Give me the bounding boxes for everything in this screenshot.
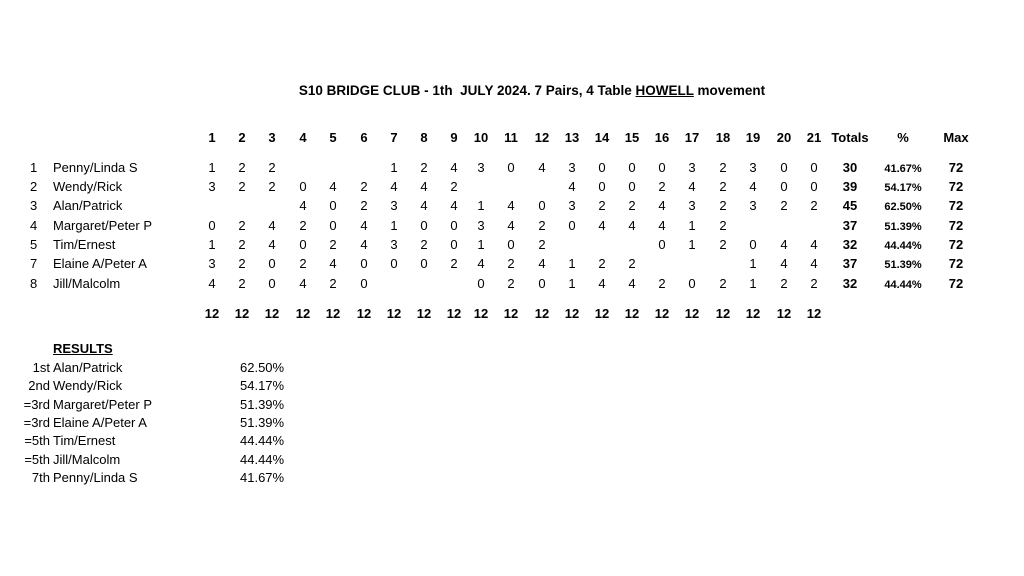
board-score: 0	[598, 160, 606, 175]
pair-total: 37	[842, 218, 858, 233]
board-score: 2	[360, 179, 368, 194]
board-score: 4	[450, 160, 458, 175]
board-score: 1	[688, 218, 696, 233]
board-score: 0	[420, 256, 428, 271]
board-score: 0	[420, 218, 428, 233]
percent-header: %	[897, 130, 909, 145]
result-place: =3rd	[23, 415, 50, 430]
board-header: 18	[715, 130, 731, 145]
board-score: 0	[810, 160, 818, 175]
pair-number: 2	[30, 179, 38, 194]
board-top: 12	[473, 306, 489, 321]
pair-total: 39	[842, 179, 858, 194]
board-score: 0	[628, 160, 636, 175]
board-score: 2	[780, 276, 788, 291]
pair-number: 8	[30, 276, 38, 291]
board-header: 17	[684, 130, 700, 145]
board-score: 1	[390, 160, 398, 175]
pair-name: Margaret/Peter P	[53, 218, 152, 233]
board-score: 2	[719, 198, 727, 213]
pair-name: Jill/Malcolm	[53, 276, 121, 291]
board-score: 0	[688, 276, 696, 291]
board-score: 2	[420, 160, 428, 175]
board-score: 4	[507, 218, 515, 233]
board-score: 2	[450, 256, 458, 271]
pair-name: Penny/Linda S	[53, 160, 138, 175]
pair-percent: 41.67%	[884, 163, 922, 175]
board-top: 12	[446, 306, 462, 321]
board-score: 4	[390, 179, 398, 194]
board-header: 19	[745, 130, 761, 145]
board-score: 4	[780, 256, 788, 271]
board-score: 0	[329, 198, 337, 213]
board-score: 3	[568, 160, 576, 175]
result-name: Penny/Linda S	[53, 470, 138, 485]
board-header: 7	[390, 130, 398, 145]
board-score: 2	[360, 198, 368, 213]
board-score: 3	[688, 198, 696, 213]
board-score: 0	[360, 276, 368, 291]
pair-number: 3	[30, 198, 38, 213]
board-top: 12	[204, 306, 220, 321]
pair-max: 72	[948, 198, 964, 213]
board-score: 2	[810, 198, 818, 213]
board-score: 2	[299, 256, 307, 271]
board-score: 0	[450, 237, 458, 252]
board-header: 6	[360, 130, 368, 145]
board-score: 0	[390, 256, 398, 271]
board-score: 2	[238, 256, 246, 271]
board-score: 2	[329, 276, 337, 291]
board-top: 12	[776, 306, 792, 321]
pair-total: 45	[842, 198, 858, 213]
pair-percent: 51.39%	[884, 221, 922, 233]
board-score: 2	[598, 198, 606, 213]
board-score: 0	[749, 237, 757, 252]
board-header: 8	[420, 130, 428, 145]
board-score: 0	[538, 198, 546, 213]
board-top: 12	[416, 306, 432, 321]
board-score: 4	[568, 179, 576, 194]
result-place: =5th	[24, 452, 50, 467]
board-score: 4	[598, 218, 606, 233]
board-score: 2	[719, 218, 727, 233]
board-score: 2	[719, 179, 727, 194]
result-place: 1st	[32, 360, 50, 375]
board-score: 2	[238, 160, 246, 175]
board-top: 12	[684, 306, 700, 321]
board-score: 0	[598, 179, 606, 194]
pair-percent: 44.44%	[884, 279, 922, 291]
pair-total: 30	[842, 160, 858, 175]
board-score: 2	[719, 276, 727, 291]
board-score: 3	[477, 218, 485, 233]
totals-header: Totals	[831, 130, 869, 145]
board-score: 4	[420, 198, 428, 213]
board-score: 1	[477, 198, 485, 213]
title-text: S10 BRIDGE CLUB - 1th JULY 2024. 7 Pairs, 4 Table	[298, 83, 636, 98]
pair-total: 32	[842, 276, 858, 291]
pair-number: 1	[30, 160, 38, 175]
board-score: 2	[658, 276, 666, 291]
board-score: 0	[507, 160, 515, 175]
board-top: 12	[234, 306, 250, 321]
board-score: 2	[507, 276, 515, 291]
result-name: Tim/Ernest	[53, 433, 116, 448]
board-score: 4	[360, 237, 368, 252]
board-score: 0	[810, 179, 818, 194]
pair-percent: 44.44%	[884, 240, 922, 252]
board-top: 12	[264, 306, 280, 321]
board-header: 21	[806, 130, 822, 145]
result-name: Alan/Patrick	[53, 360, 123, 375]
pair-max: 72	[948, 276, 964, 291]
board-score: 2	[507, 256, 515, 271]
board-score: 0	[780, 179, 788, 194]
board-score: 0	[360, 256, 368, 271]
board-score: 2	[268, 160, 276, 175]
board-top: 12	[503, 306, 519, 321]
board-score: 4	[628, 218, 636, 233]
page-title	[0, 83, 1024, 98]
board-score: 2	[299, 218, 307, 233]
result-percent: 44.44%	[240, 452, 285, 467]
result-place: 2nd	[28, 378, 50, 393]
board-score: 4	[299, 276, 307, 291]
board-top: 12	[745, 306, 761, 321]
board-top: 12	[534, 306, 550, 321]
board-header: 10	[473, 130, 489, 145]
board-score: 4	[810, 256, 818, 271]
board-score: 4	[628, 276, 636, 291]
board-header: 1	[208, 130, 216, 145]
board-score: 0	[538, 276, 546, 291]
board-score: 2	[268, 179, 276, 194]
board-score: 2	[628, 198, 636, 213]
board-score: 4	[780, 237, 788, 252]
result-place: =3rd	[23, 397, 50, 412]
board-score: 2	[719, 160, 727, 175]
result-percent: 54.17%	[240, 378, 285, 393]
board-header: 14	[594, 130, 610, 145]
board-header: 5	[329, 130, 337, 145]
pair-max: 72	[948, 179, 964, 194]
pair-name: Tim/Ernest	[53, 237, 116, 252]
board-top: 12	[624, 306, 640, 321]
board-score: 0	[450, 218, 458, 233]
board-score: 2	[450, 179, 458, 194]
board-score: 2	[238, 179, 246, 194]
board-header: 20	[776, 130, 792, 145]
board-score: 1	[390, 218, 398, 233]
board-header: 16	[654, 130, 670, 145]
board-score: 4	[658, 218, 666, 233]
result-name: Elaine A/Peter A	[53, 415, 147, 430]
result-percent: 51.39%	[240, 397, 285, 412]
pair-name: Wendy/Rick	[53, 179, 123, 194]
board-score: 1	[568, 276, 576, 291]
board-score: 0	[208, 218, 216, 233]
board-score: 4	[299, 198, 307, 213]
board-score: 2	[628, 256, 636, 271]
board-score: 2	[538, 218, 546, 233]
board-score: 3	[477, 160, 485, 175]
pair-total: 32	[842, 237, 858, 252]
result-name: Jill/Malcolm	[53, 452, 121, 467]
board-score: 4	[538, 256, 546, 271]
board-score: 4	[420, 179, 428, 194]
results-heading: RESULTS	[53, 341, 113, 356]
board-score: 4	[450, 198, 458, 213]
board-score: 0	[299, 179, 307, 194]
board-header: 13	[564, 130, 580, 145]
board-score: 0	[507, 237, 515, 252]
board-score: 1	[749, 256, 757, 271]
board-header: 15	[624, 130, 640, 145]
pair-number: 7	[30, 256, 38, 271]
board-top: 12	[564, 306, 580, 321]
result-name: Wendy/Rick	[53, 378, 123, 393]
board-score: 0	[329, 218, 337, 233]
board-score: 3	[749, 160, 757, 175]
board-score: 1	[208, 237, 216, 252]
pair-number: 5	[30, 237, 38, 252]
board-score: 2	[238, 276, 246, 291]
board-score: 3	[688, 160, 696, 175]
board-score: 4	[477, 256, 485, 271]
pair-percent: 54.17%	[884, 182, 922, 194]
board-score: 1	[749, 276, 757, 291]
board-score: 4	[810, 237, 818, 252]
board-top: 12	[356, 306, 372, 321]
board-score: 3	[568, 198, 576, 213]
result-percent: 41.67%	[240, 470, 285, 485]
board-top: 12	[654, 306, 670, 321]
board-score: 3	[390, 198, 398, 213]
board-score: 4	[360, 218, 368, 233]
title-movement-name: HOWELL	[635, 83, 694, 98]
board-score: 0	[658, 237, 666, 252]
board-header: 9	[450, 130, 458, 145]
board-top: 12	[806, 306, 822, 321]
board-score: 2	[238, 218, 246, 233]
board-score: 3	[208, 256, 216, 271]
max-header: Max	[943, 130, 969, 145]
board-top: 12	[594, 306, 610, 321]
board-score: 0	[299, 237, 307, 252]
board-score: 4	[329, 256, 337, 271]
board-header: 3	[268, 130, 276, 145]
result-percent: 51.39%	[240, 415, 285, 430]
pair-total: 37	[842, 256, 858, 271]
board-score: 1	[208, 160, 216, 175]
board-score: 0	[268, 256, 276, 271]
board-top: 12	[295, 306, 311, 321]
board-score: 2	[719, 237, 727, 252]
board-score: 2	[238, 237, 246, 252]
result-percent: 44.44%	[240, 433, 285, 448]
board-score: 2	[810, 276, 818, 291]
board-header: 12	[534, 130, 550, 145]
pair-number: 4	[30, 218, 38, 233]
result-percent: 62.50%	[240, 360, 285, 375]
result-name: Margaret/Peter P	[53, 397, 152, 412]
pair-max: 72	[948, 160, 964, 175]
board-score: 3	[390, 237, 398, 252]
board-score: 0	[477, 276, 485, 291]
board-score: 3	[208, 179, 216, 194]
board-score: 4	[749, 179, 757, 194]
result-place: =5th	[24, 433, 50, 448]
board-score: 4	[329, 179, 337, 194]
pair-name: Alan/Patrick	[53, 198, 123, 213]
pair-max: 72	[948, 237, 964, 252]
result-place: 7th	[31, 470, 50, 485]
board-header: 11	[504, 130, 518, 145]
board-score: 1	[477, 237, 485, 252]
pair-percent: 62.50%	[884, 201, 922, 213]
board-header: 4	[299, 130, 307, 145]
board-score: 4	[688, 179, 696, 194]
board-score: 2	[598, 256, 606, 271]
pair-max: 72	[948, 256, 964, 271]
pair-max: 72	[948, 218, 964, 233]
board-score: 4	[507, 198, 515, 213]
board-score: 1	[688, 237, 696, 252]
board-score: 4	[208, 276, 216, 291]
board-score: 2	[538, 237, 546, 252]
board-score: 4	[268, 237, 276, 252]
board-score: 1	[568, 256, 576, 271]
board-score: 2	[329, 237, 337, 252]
board-score: 0	[628, 179, 636, 194]
board-score: 4	[658, 198, 666, 213]
board-score: 4	[538, 160, 546, 175]
pair-name: Elaine A/Peter A	[53, 256, 147, 271]
board-score: 2	[658, 179, 666, 194]
board-score: 0	[568, 218, 576, 233]
board-header: 2	[238, 130, 246, 145]
board-score: 2	[780, 198, 788, 213]
board-score: 0	[658, 160, 666, 175]
board-score: 3	[749, 198, 757, 213]
title-suffix: movement	[693, 83, 766, 98]
board-score: 0	[268, 276, 276, 291]
board-score: 4	[598, 276, 606, 291]
board-top: 12	[715, 306, 731, 321]
pair-percent: 51.39%	[884, 259, 922, 271]
board-score: 0	[780, 160, 788, 175]
board-score: 2	[420, 237, 428, 252]
board-top: 12	[325, 306, 341, 321]
board-score: 4	[268, 218, 276, 233]
board-top: 12	[386, 306, 402, 321]
